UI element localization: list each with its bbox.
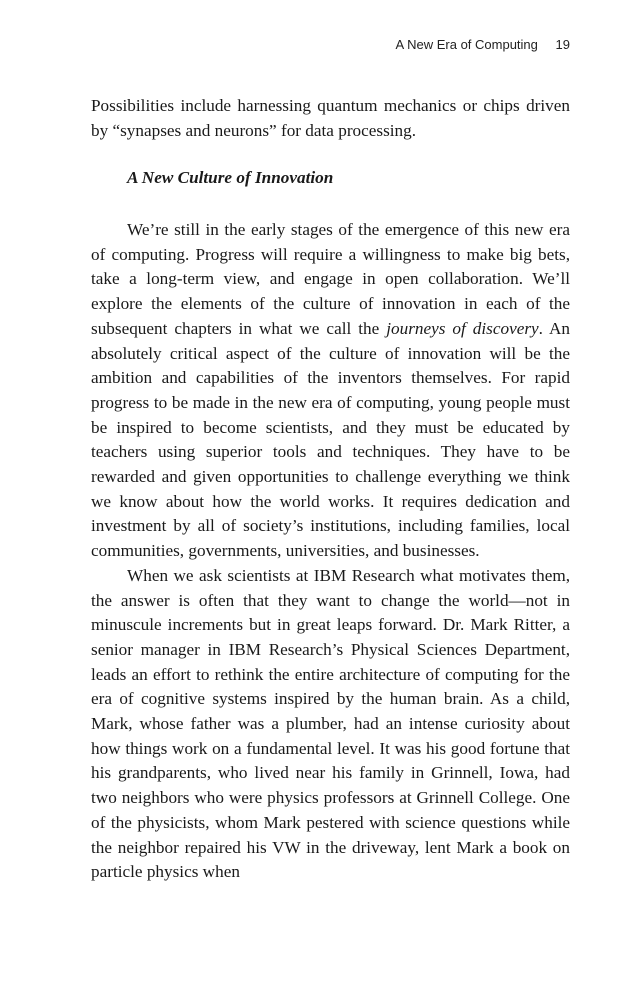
paragraph-possibilities: Possibilities include harnessing quantum mechanics or chips driven by “synapses and neurons” for data processing. xyxy=(91,96,570,140)
section-body xyxy=(91,218,570,885)
opening-paragraph-block xyxy=(91,94,570,143)
paragraph-early-stages xyxy=(91,218,570,564)
journeys-of-discovery-emphasis: journeys of discovery xyxy=(386,318,539,338)
paragraph-early-stages-end: . An absolutely critical aspect of the culture of innovation will be the ambition and capabilities of the inventors themselves. For rapid progress to be made in the new era of computing, young people must be inspired to become scientists, and they must be educated by teachers using superior tools and techniques. They have to be rewarded and given opportunities to challenge everything we think we know about how the world works. It requires dedication and investment by all of society’s institutions, including families, local communities, governments, universities, and businesses. xyxy=(91,318,570,561)
section-heading: A New Culture of Innovation xyxy=(127,168,334,187)
paragraph-early-stages-start: We’re still in the early stages of the emergence of this new era of computing. Progress will require a willingness to make big bets, take a long-term view, and engage in open collaboration. We’ll explore the elements of the culture of innovation in each of the subsequent chapters in what we call the xyxy=(91,220,570,338)
running-head xyxy=(396,37,570,52)
page-number: 19 xyxy=(555,37,570,52)
running-head-title: A New Era of Computing xyxy=(395,37,538,52)
paragraph-ibm-research: When we ask scientists at IBM Research what motivates them, the answer is often that they want to change the world—not in minuscule increments but in great leaps forward. Dr. Mark Ritter, a senior manager in IBM Research’s Physical Sciences Department, leads an effort to rethink the entire architecture of computing for the era of cognitive systems inspired by the human brain. As a child, Mark, whose father was a plumber, had an intense curiosity about how things work on a fundamental level. It was his good fortune that his grandparents, who lived near his family in Grinnell, Iowa, had two neighbors who were physics professors at Grinnell College. One of the physicists, whom Mark pestered with science questions while the neighbor repaired his VW in the driveway, lent Mark a book on particle physics when xyxy=(91,565,570,882)
